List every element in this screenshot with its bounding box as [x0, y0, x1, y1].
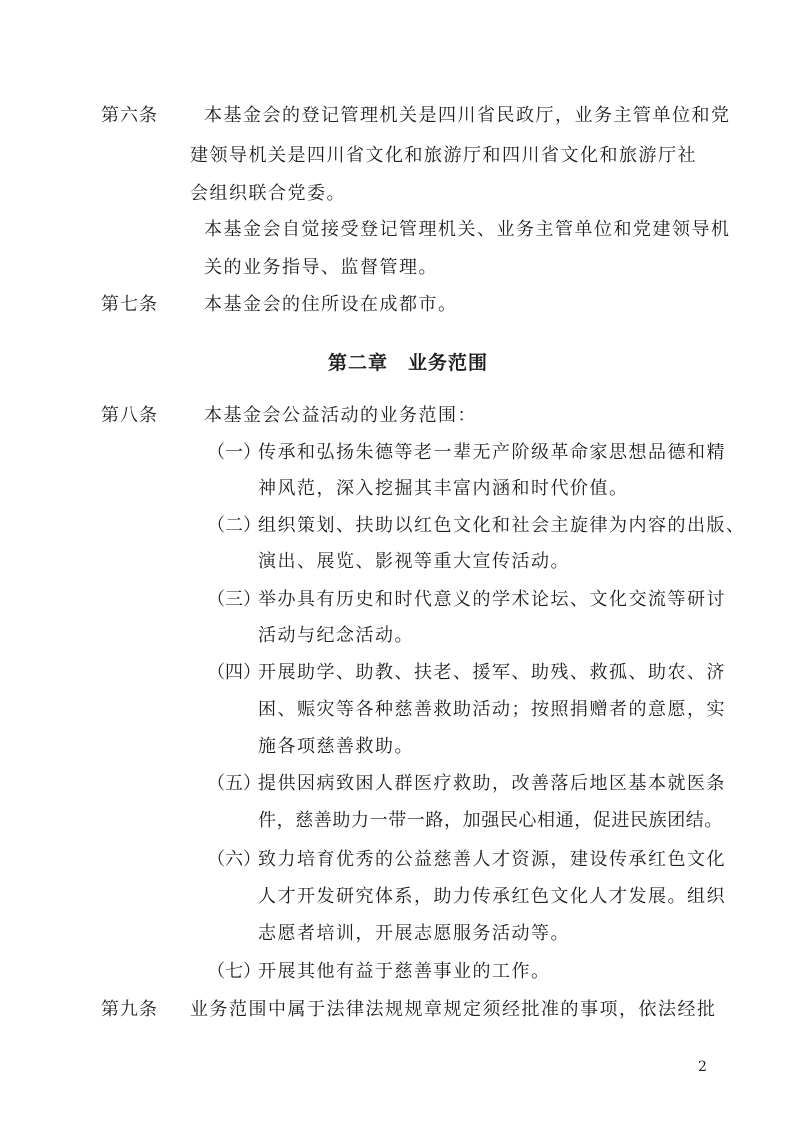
article-9-label: 第九条 [101, 999, 158, 1020]
article-9-text: 业务范围中属于法律法规规章规定须经批准的事项，依法经批 [190, 999, 717, 1020]
item-4-line-3: 施各项慈善救助。 [258, 736, 414, 757]
item-5-line-1: 提供因病致困人群医疗救助，改善落后地区基本就医条 [258, 773, 726, 794]
item-5-marker: （五） [207, 773, 261, 794]
item-4-line-1: 开展助学、助教、扶老、援军、助残、救孤、助农、济 [258, 662, 726, 683]
item-3-line-2: 活动与纪念活动。 [258, 625, 414, 646]
item-7-marker: （七） [207, 961, 261, 982]
item-6-line-2: 人才开发研究体系，助力传承红色文化人才发展。组织 [258, 886, 726, 907]
item-7-line-1: 开展其他有益于慈善事业的工作。 [258, 961, 551, 982]
item-1-marker: （一） [207, 442, 261, 463]
article-6-line-2: 建领导机关是四川省文化和旅游厅和四川省文化和旅游厅社 [190, 145, 697, 166]
item-4-line-2: 困、赈灾等各种慈善救助活动；按照捐赠者的意愿，实 [258, 699, 726, 720]
page-number: 2 [698, 1059, 707, 1075]
item-5-line-2: 件，慈善助力一带一路，加强民心相通，促进民族团结。 [258, 810, 723, 831]
article-7-label: 第七条 [101, 294, 158, 315]
item-3-line-1: 举办具有历史和时代意义的学术论坛、文化交流等研讨 [258, 589, 726, 610]
article-6-line-3: 会组织联合党委。 [190, 183, 346, 204]
item-2-line-2: 演出、展览、影视等重大宣传活动。 [258, 551, 570, 572]
article-6-line-4: 本基金会自觉接受登记管理机关、业务主管单位和党建领导机 [204, 219, 731, 240]
article-6-line-5: 关的业务指导、监督管理。 [204, 257, 438, 278]
item-2-line-1: 组织策划、扶助以红色文化和社会主旋律为内容的出版、 [258, 515, 746, 536]
item-1-line-2: 神风范，深入挖掘其丰富内涵和时代价值。 [258, 478, 629, 499]
chapter-2-number: 第二章 [328, 352, 389, 374]
item-1-line-1: 传承和弘扬朱德等老一辈无产阶级革命家思想品德和精 [258, 442, 726, 463]
article-8-label: 第八条 [101, 405, 158, 426]
item-6-line-1: 致力培育优秀的公益慈善人才资源，建设传承红色文化 [258, 849, 726, 870]
article-8-intro: 本基金会公益活动的业务范围： [204, 405, 477, 426]
article-6-label: 第六条 [101, 105, 158, 126]
item-6-marker: （六） [207, 849, 261, 870]
item-6-line-3: 志愿者培训，开展志愿服务活动等。 [258, 923, 570, 944]
item-2-marker: （二） [207, 515, 261, 536]
item-4-marker: （四） [207, 662, 261, 683]
chapter-2-title: 业务范围 [408, 352, 489, 374]
article-6-line-1: 本基金会的登记管理机关是四川省民政厅，业务主管单位和党 [204, 105, 731, 126]
article-7-text: 本基金会的住所设在成都市。 [204, 294, 458, 315]
item-3-marker: （三） [207, 589, 261, 610]
